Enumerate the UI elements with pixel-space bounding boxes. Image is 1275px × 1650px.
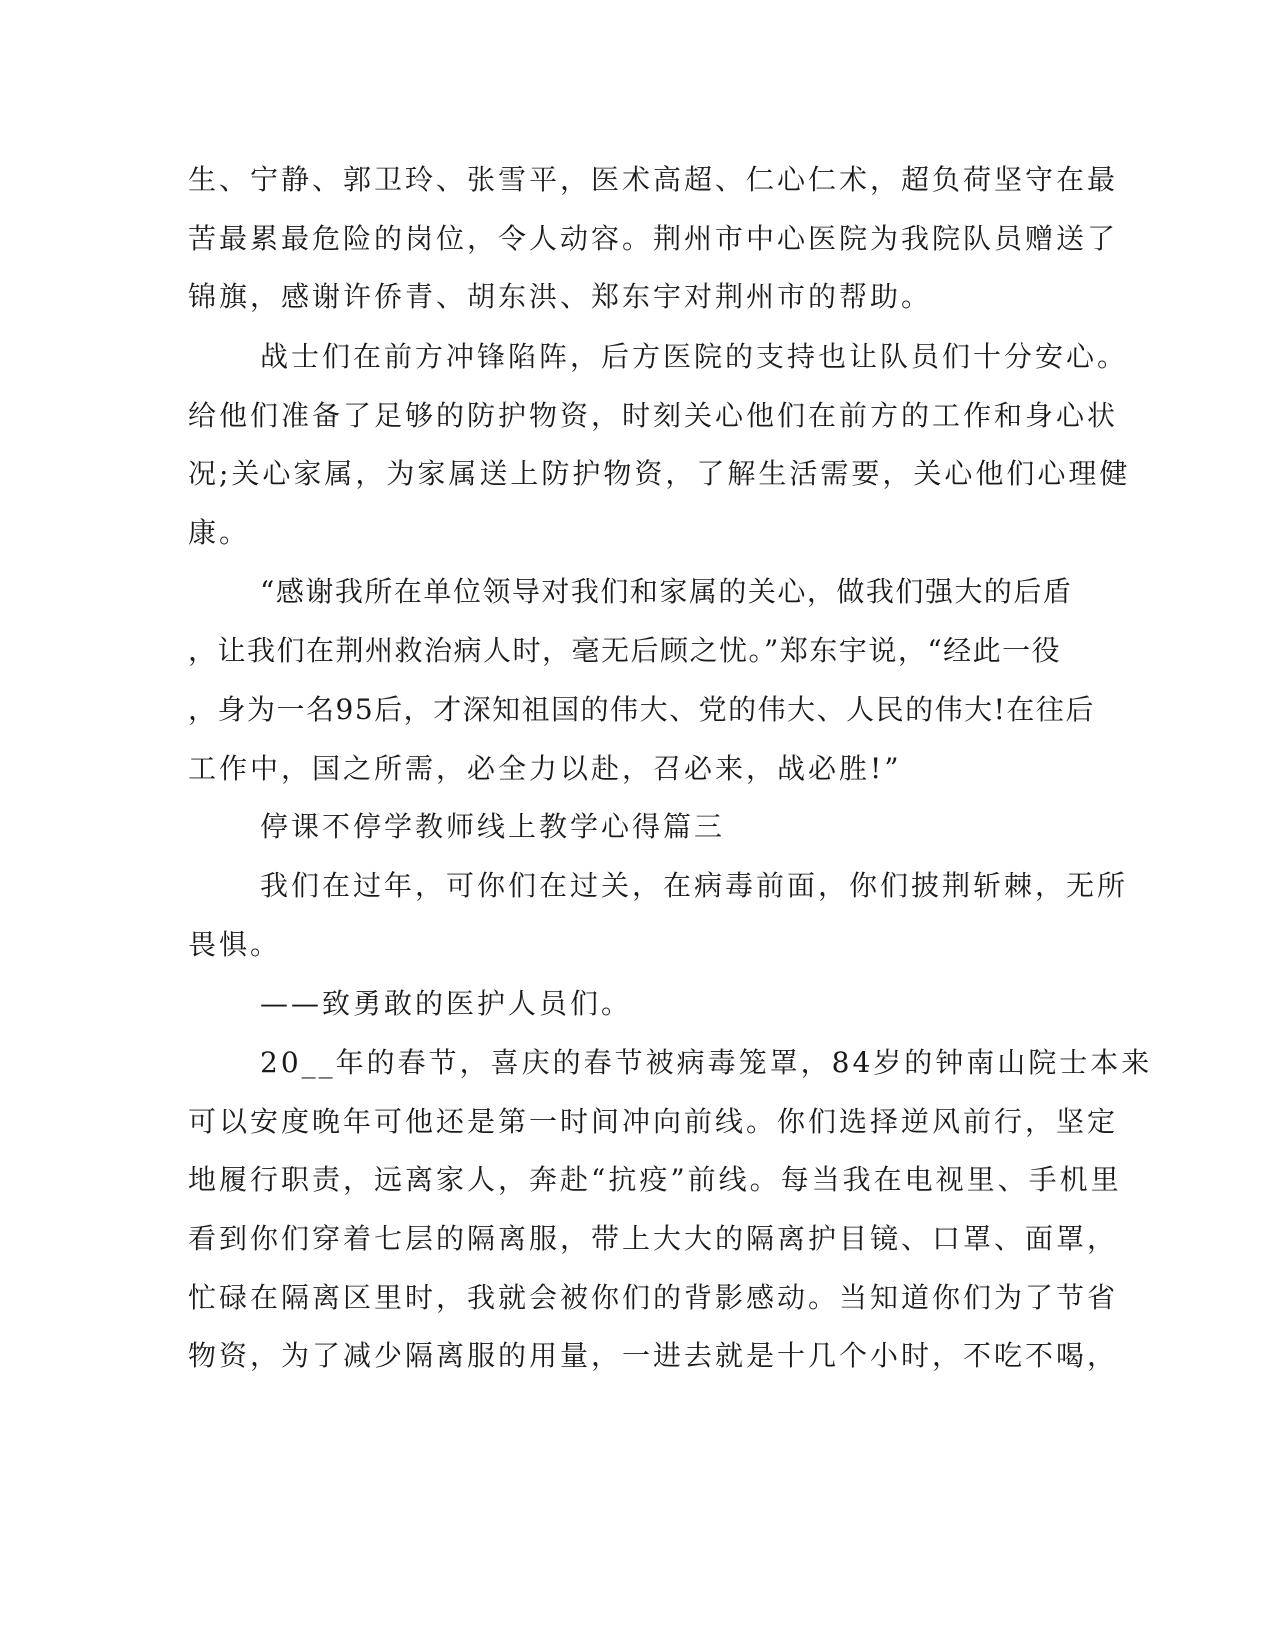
section-heading: 停课不停学教师线上教学心得篇三 [260,810,726,843]
body-text-line: 生、宁静、郭卫玲、张雪平，医术高超、仁心仁术，超负荷坚守在最 [188,163,1119,196]
paragraph-first-line: 我们在过年，可你们在过关，在病毒前面，你们披荆斩棘，无所 [260,869,1129,902]
body-text-line: 物资，为了减少隔离服的用量，一进去就是十几个小时，不吃不喝， [188,1339,1119,1372]
dedication-line: ——致勇敢的医护人员们。 [260,987,633,1020]
body-text-line: 康。 [188,516,251,549]
body-text-line: 况;关心家属，为家属送上防护物资，了解生活需要，关心他们心理健 [188,457,1131,490]
body-text-line: ，让我们在荆州救治病人时，毫无后顾之忧。”郑东宇说，“经此一役 [188,634,1062,667]
body-text-line: ，身为一名95后，才深知祖国的伟大、党的伟大、人民的伟大!在往后 [188,693,1095,726]
body-text-line: 看到你们穿着七层的隔离服，带上大大的隔离护目镜、口罩、面罩， [188,1222,1119,1255]
body-text-line: 畏惧。 [188,928,282,961]
paragraph-first-line: 20__年的春节，喜庆的春节被病毒笼罩，84岁的钟南山院士本来 [260,1046,1153,1079]
body-text-line: 工作中，国之所需，必全力以赴，召必来，战必胜!” [188,752,902,785]
body-text-line: 给他们准备了足够的防护物资，时刻关心他们在前方的工作和身心状 [188,399,1119,432]
body-text-line: 忙碌在隔离区里时，我就会被你们的背影感动。当知道你们为了节省 [188,1281,1119,1314]
body-text-line: 可以安度晚年可他还是第一时间冲向前线。你们选择逆风前行，坚定 [188,1105,1119,1138]
body-text-line: 地履行职责，远离家人，奔赴“抗疫”前线。每当我在电视里、手机里 [188,1163,1122,1196]
body-text-line: 锦旗，感谢许侨青、胡东洪、郑东宇对荆州市的帮助。 [188,280,933,313]
paragraph-first-line: 战士们在前方冲锋陷阵，后方医院的支持也让队员们十分安心。 [260,340,1129,373]
body-text-line: 苦最累最危险的岗位，令人动容。荆州市中心医院为我院队员赠送了 [188,222,1119,255]
quote-first-line: “感谢我所在单位领导对我们和家属的关心，做我们强大的后盾 [260,575,1073,608]
